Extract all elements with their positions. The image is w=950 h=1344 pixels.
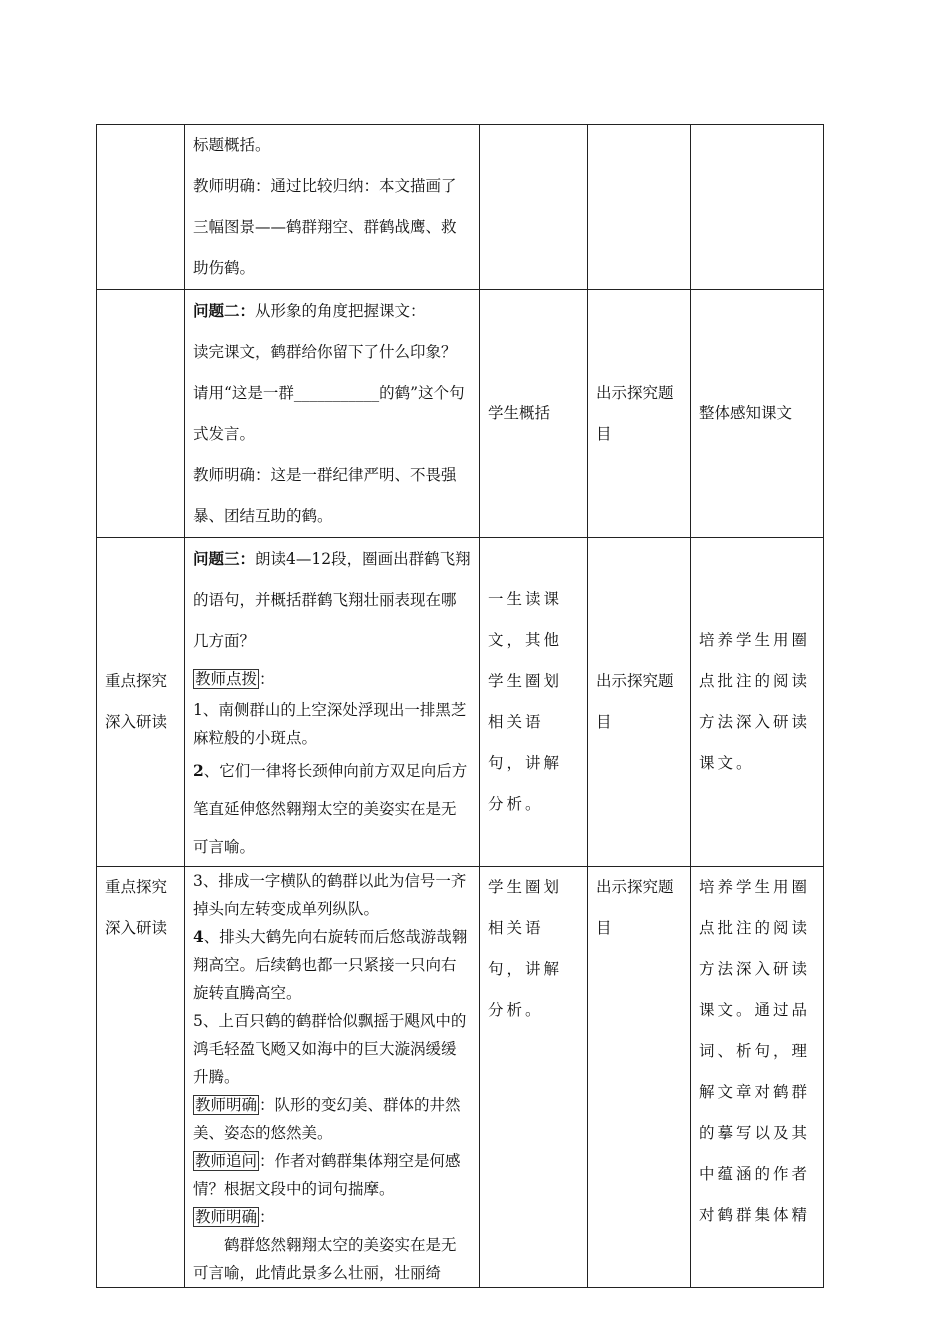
item-text: 、它们一律将长颈伸向前方双足向后方笔直延伸悠然翱翔太空的美姿实在是无可言喻。 (193, 762, 468, 856)
goal-cell (691, 125, 824, 290)
question-label: 问题二： (193, 301, 256, 320)
question-three (193, 538, 471, 662)
item-text: 、排头大鹤先向右旋转而后悠哉游哉翱翔高空。后续鹤也都一只紧接一只向右旋转直腾高空。 (193, 928, 468, 1002)
list-item (193, 752, 471, 866)
content-cell (185, 538, 480, 867)
teacher-activity: 出示探究题目 (596, 878, 674, 937)
stage-cell (97, 125, 185, 290)
followup-text: ：作者对鹤群集体翔空是何感情？根据文段中的词句揣摩。 (193, 1152, 461, 1198)
stage-label: 重点探究深入研读 (105, 878, 168, 937)
student-activity-cell (480, 290, 588, 538)
question-text: 从形象的角度把握课文： (255, 302, 426, 320)
student-activity: 一生读课文，其他学生圈划相关语句，讲解分析。 (488, 590, 563, 813)
teacher-activity-cell (588, 125, 691, 290)
list-item: 5、上百只鹤的鹤群恰似飘摇于飓风中的鸿毛轻盈飞飏又如海中的巨大漩涡缓缓升腾。 (193, 1012, 467, 1086)
student-activity-cell (480, 867, 588, 1288)
text-line: 标题概括。 (193, 136, 271, 154)
table-row (97, 125, 824, 290)
list-item: 3、排成一字横队的鹤群以此为信号一齐掉头向左转变成单列纵队。 (193, 872, 467, 918)
question-prompt: 读完课文，鹤群给你留下了什么印象？请用“这是一群___________的鹤”这个句式发言。 (193, 343, 465, 443)
teacher-activity-cell (588, 290, 691, 538)
stage-cell (97, 290, 185, 538)
lesson-plan-table (96, 124, 824, 1288)
list-item: 1、南侧群山的上空深处浮现出一排黑芝麻粒般的小斑点。 (193, 701, 467, 747)
teaching-goal: 培养学生用圈点批注的阅读方法深入研读课文。 (699, 631, 811, 772)
teacher-followup (193, 1147, 471, 1203)
clarify-label: 教师明确 (195, 1208, 258, 1226)
student-activity: 学生概括 (488, 404, 551, 422)
goal-cell (691, 538, 824, 867)
teacher-activity: 出示探究题目 (596, 383, 674, 443)
clarify-text: ：队形的变幻美、群体的井然美、姿态的悠然美。 (193, 1096, 461, 1142)
item-number: 2 (193, 761, 204, 780)
question-two (193, 290, 471, 332)
student-activity-cell (480, 125, 588, 290)
content-cell (185, 125, 480, 290)
teacher-activity: 出示探究题目 (596, 672, 674, 731)
item-number: 4 (193, 927, 204, 946)
teaching-goal: 整体感知课文 (699, 404, 793, 422)
hint-heading (193, 662, 471, 696)
teacher-clarify: 教师明确：通过比较归纳：本文描画了三幅图景——鹤群翔空、群鹤战鹰、救助伤鹤。 (193, 177, 457, 277)
content-cell (185, 290, 480, 538)
teacher-activity-cell (588, 538, 691, 867)
table-row (97, 290, 824, 538)
goal-cell (691, 290, 824, 538)
question-label: 问题三： (193, 549, 256, 568)
teacher-clarify: 教师明确：这是一群纪律严明、不畏强暴、团结互助的鹤。 (193, 466, 457, 525)
hint-colon: ： (259, 670, 275, 688)
question-text: 朗读4—12段，圈画出群鹤飞翔的语句，并概括群鹤飞翔壮丽表现在哪几方面？ (193, 550, 471, 650)
teacher-activity-cell (588, 867, 691, 1288)
student-activity: 学生圈划相关语句，讲解分析。 (488, 878, 563, 1019)
stage-cell (97, 867, 185, 1288)
content-cell (185, 867, 480, 1288)
stage-label: 重点探究深入研读 (105, 672, 168, 731)
teacher-clarify (193, 1091, 471, 1147)
list-item (193, 923, 471, 1007)
table-row (97, 538, 824, 867)
clarify-label: 教师明确 (195, 1096, 258, 1114)
answer-text: 鹤群悠然翱翔太空的美姿实在是无可言喻，此情此景多么壮丽，壮丽绮 (193, 1236, 457, 1282)
teacher-clarify (193, 1203, 471, 1231)
student-activity-cell (480, 538, 588, 867)
teaching-goal: 培养学生用圈点批注的阅读方法深入研读课文。通过品词、析句，理解文章对鹤群的摹写以及其中蕴涵的作者对鹤群集体精 (699, 878, 811, 1224)
clarify-colon: ： (259, 1208, 275, 1226)
followup-label: 教师追问 (195, 1152, 258, 1170)
stage-cell (97, 538, 185, 867)
table-row (97, 867, 824, 1288)
goal-cell (691, 867, 824, 1288)
hint-label: 教师点拨 (195, 670, 258, 688)
